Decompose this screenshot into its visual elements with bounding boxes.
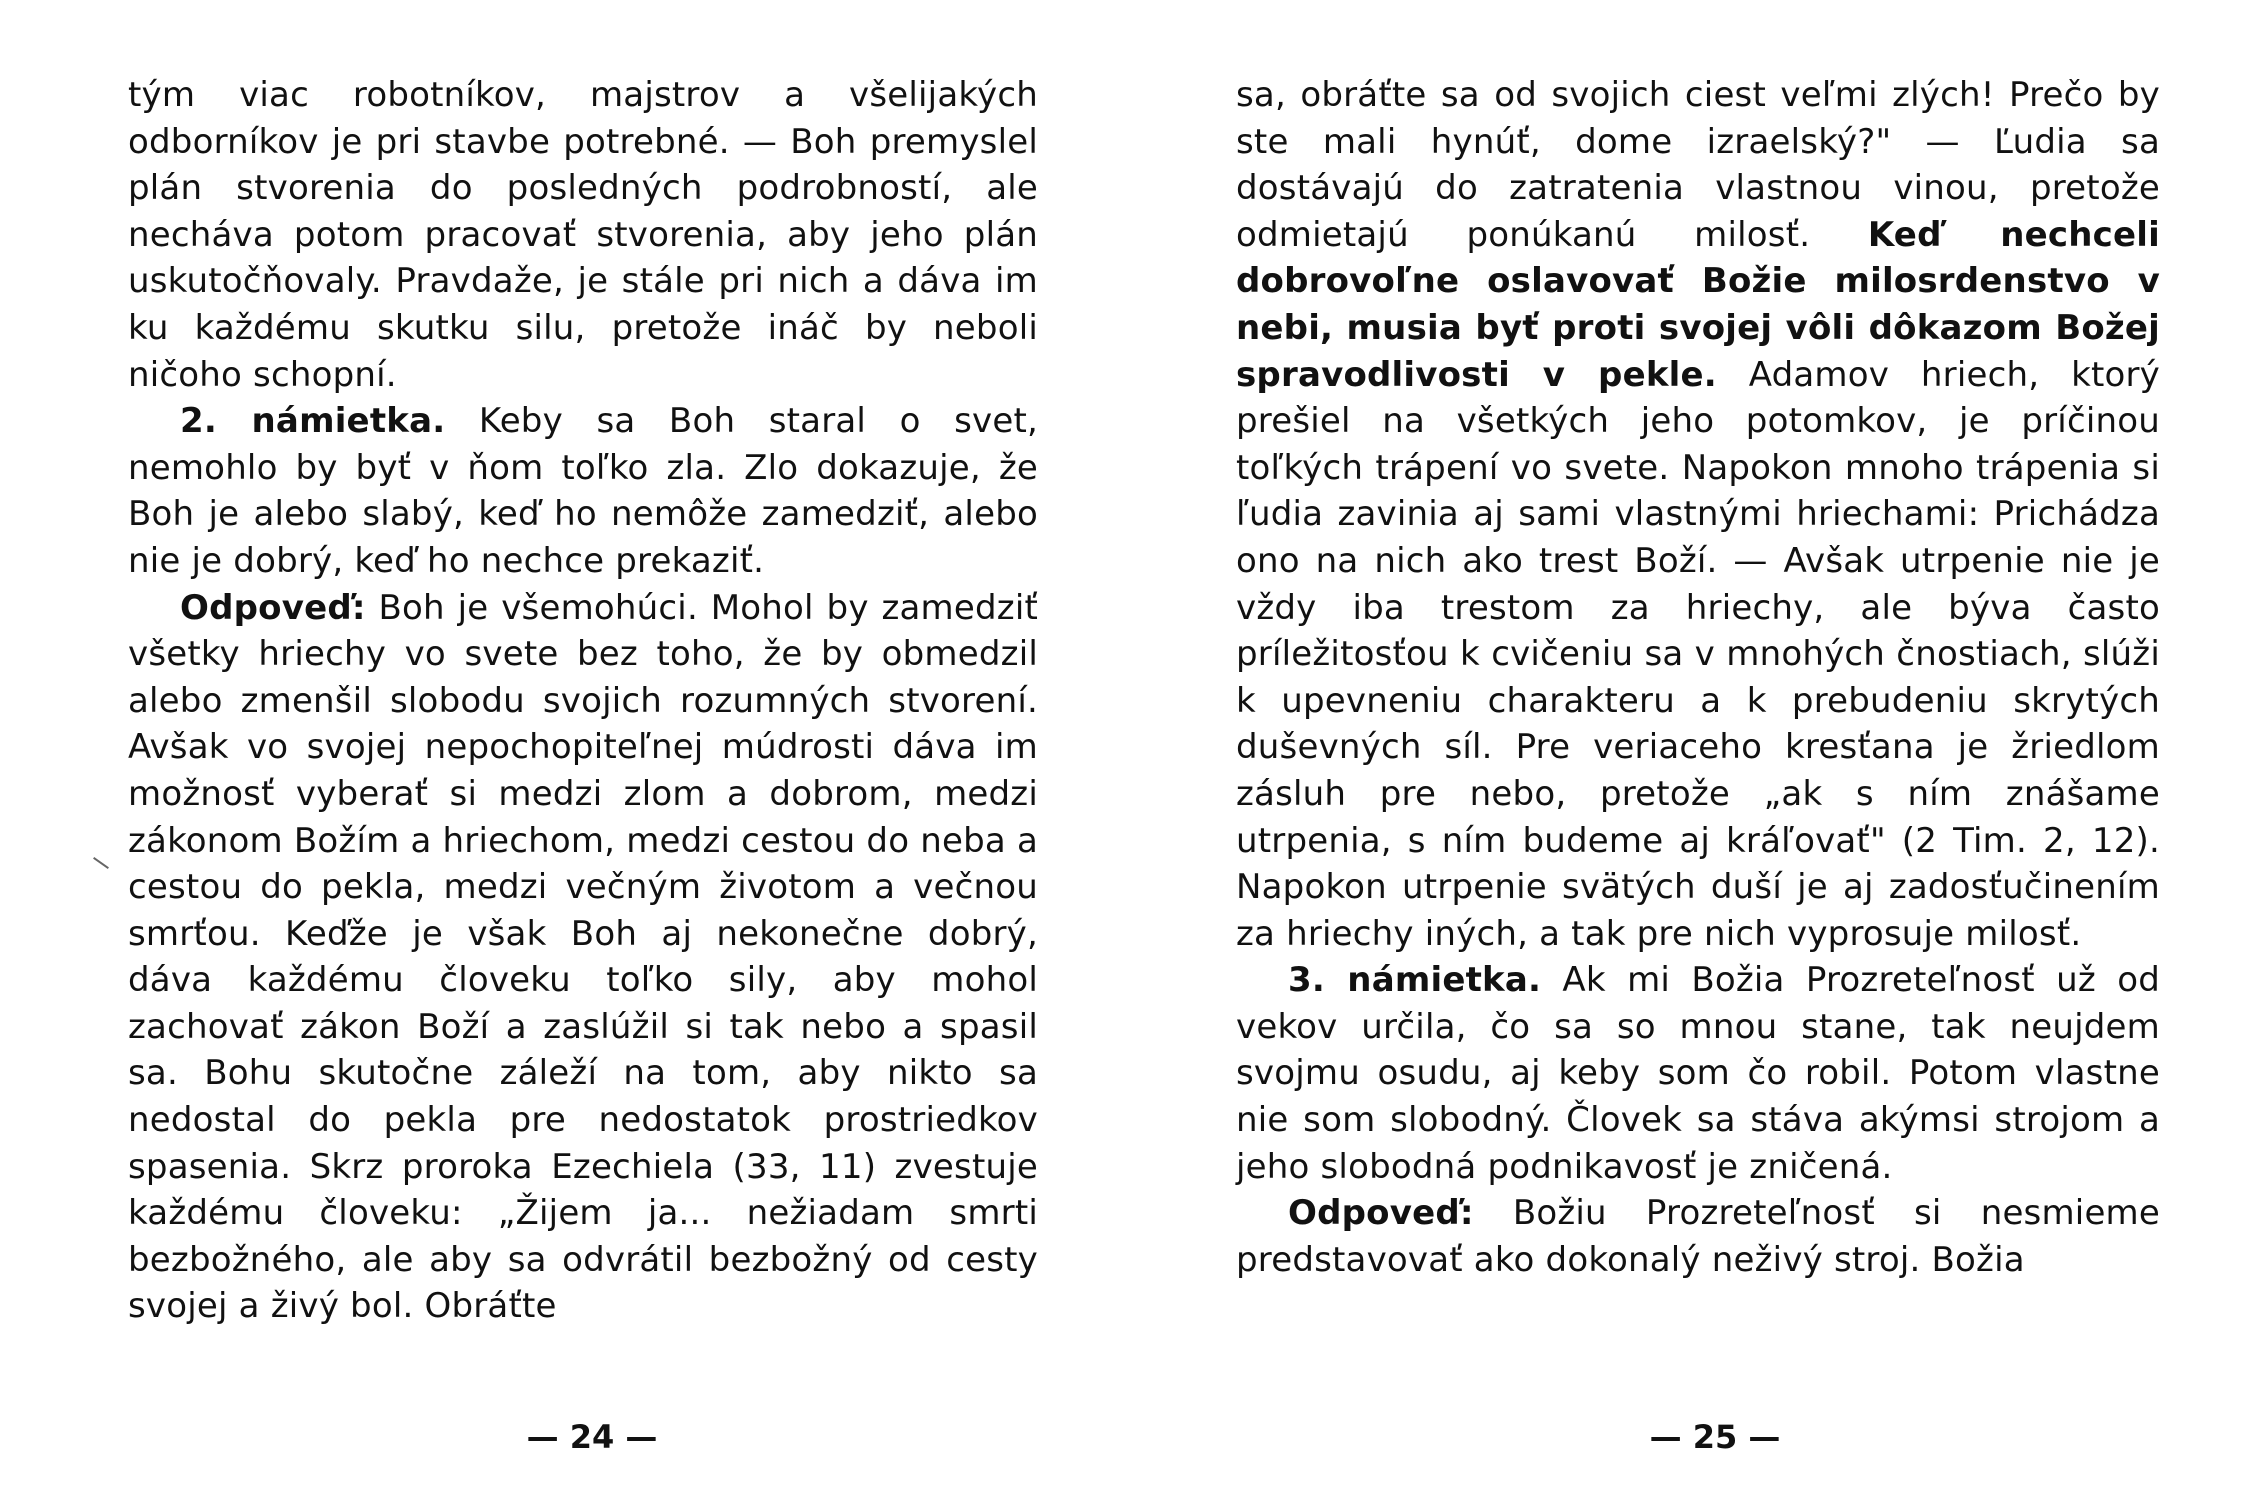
text-run: Ak mi Božia Prozreteľnosť už od vekov určila, čo sa so mnou stane, tak neujdem svojmu osudu, aj keby som čo robil. Potom vlastne nie som slobodný. Človek sa stáva akýmsi strojom a jeho slobodná podnikavosť je zničená. <box>1236 960 2161 1187</box>
text-run: Boh je všemohúci. Mohol by zamedziť všetky hriechy vo svete bez toho, že by obmedzil alebo zmenšil slobodu svojich rozumných stvorení. Avšak vo svojej nepochopiteľnej múdrosti dáva im možnosť vyberať si medzi zlom a dobrom, medzi zákonom Božím a hriechom, medzi cestou do neba a cestou do pekla, medzi večným životom a večnou smrťou. Keďže je však Boh aj nekonečne dobrý, dáva každému človeku toľko sily, aby mohol zachovať zákon Boží a zaslúžil si tak nebo a spasil sa. Bohu skutočne záleží na tom, aby nikto sa nedostal do pekla pre nedostatok prostriedkov spasenia. Skrz proroka Ezechiela (33, 11) zvestuje každému človeku: „Žijem ja... nežiadam smrti bezbožného, ale aby sa odvrátil bezbožný od cesty svojej a živý bol. Obráťte <box>128 587 1038 1327</box>
bold-emphasis: Keď nechceli dobrovoľne oslavovať Božie milosrdenstvo v nebi, musia byť proti svojej vôli dôkazom Božej spravodlivosti v pekle. <box>1236 214 2160 395</box>
left-paragraph-2 <box>128 398 1038 584</box>
left-paragraph-1 <box>128 72 1038 398</box>
objection-heading: 2. námietka. <box>180 401 446 442</box>
right-page <box>1124 0 2248 1500</box>
answer-heading: Odpoveď: <box>180 587 366 628</box>
text-run: tým viac robotníkov, majstrov a všelijakých odborníkov je pri stavbe potrebné. — Boh premyslel plán stvorenia do posledných podrobností, ale necháva potom pracovať stvorenia, aby jeho plán uskutočňovaly. Pravdaže, je stále pri nich a dáva im ku každému skutku silu, pretože ináč by neboli ničoho schopní. <box>128 75 1038 395</box>
text-run: Adamov hriech, ktorý prešiel na všetkých jeho potomkov, je príčinou toľkých trápení vo svete. Napokon mnoho trápenia si ľudia zavinia aj sami vlastnými hriechami: Prichádza ono na nich ako trest Boží. — Avšak utrpenie nie je vždy iba trestom za hriechy, ale býva často príležitosťou k cvičeniu sa v mnohých čnostiach, slúži k upevneniu charakteru a k prebudeniu skrytých duševných síl. Pre veriaceho kresťana je žriedlom zásluh pre nebo, pretože „ak s ním znášame utrpenia, s ním budeme aj kráľovať" (2 Tim. 2, 12). Napokon utrpenie svätých duší je aj zadosťučinením za hriechy iných, a tak pre nich vyprosuje milosť. <box>1236 354 2160 954</box>
left-page-number: — 24 — <box>526 1418 658 1456</box>
text-run: sa, obráťte sa od svojich ciest veľmi zlých! Prečo by ste mali hynúť, dome izraelský?" — Ľudia sa dostávajú do zatratenia vlastnou vinou, pretože odmietajú ponúkanú milosť. <box>1236 75 2160 255</box>
scan-mark <box>93 857 109 869</box>
right-page-text <box>1236 72 2160 1283</box>
answer-heading: Odpoveď: <box>1288 1193 1474 1234</box>
left-paragraph-3 <box>128 585 1038 1331</box>
right-page-number: — 25 — <box>1649 1418 1781 1456</box>
left-page-text <box>128 72 1038 1330</box>
text-run: Keby sa Boh staral o svet, nemohlo by byť v ňom toľko zla. Zlo dokazuje, že Boh je alebo slabý, keď ho nemôže zamedziť, alebo nie je dobrý, keď ho nechce prekaziť. <box>128 401 1039 581</box>
text-run: Božiu Prozreteľnosť si nesmieme predstavovať ako dokonalý neživý stroj. Božia <box>1236 1193 2160 1280</box>
objection-heading: 3. námietka. <box>1288 960 1542 1001</box>
right-paragraph-1 <box>1236 72 2160 957</box>
right-paragraph-2 <box>1236 957 2160 1190</box>
right-paragraph-3 <box>1236 1190 2160 1283</box>
